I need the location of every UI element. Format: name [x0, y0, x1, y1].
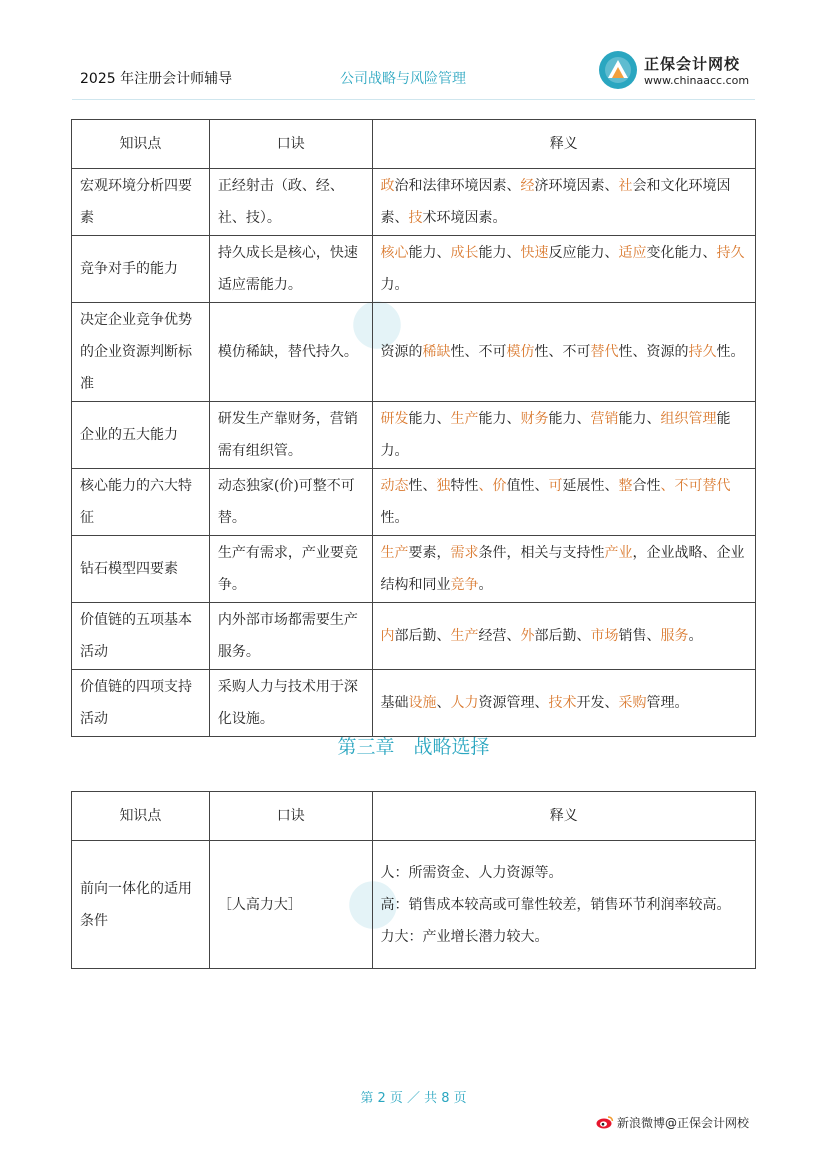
- mnemonic-cell: 动态独家(价)可整不可替。: [209, 469, 372, 536]
- table-header-row: [72, 120, 756, 169]
- table-row: [72, 236, 756, 303]
- explanation-text: 经营、: [478, 628, 521, 644]
- knowledge-point-cell: 价值链的五项基本活动: [72, 603, 210, 670]
- mnemonic-cell: ［人高力大］: [209, 841, 372, 969]
- explanation-text: 、: [436, 695, 451, 711]
- mnemonic-cell: 持久成长是核心，快速适应需能力。: [209, 236, 372, 303]
- column-header-point: 知识点: [72, 792, 210, 841]
- weibo-credit: [596, 1114, 749, 1131]
- highlighted-keyword: 生产: [450, 628, 479, 644]
- column-header-explanation: 释义: [372, 792, 755, 841]
- explanation-text: 能力、: [548, 411, 591, 427]
- explanation-text: 资源管理、: [478, 695, 549, 711]
- explanation-text: 性。: [380, 510, 409, 526]
- logo-url: www.chinaacc.com: [644, 74, 750, 87]
- explanation-text: 性、: [408, 478, 437, 494]
- mnemonic-cell: 正经射击（政、经、社、技）。: [209, 169, 372, 236]
- explanation-text: 开发、: [576, 695, 619, 711]
- explanation-text: 治和法律环境因素、: [394, 178, 521, 194]
- header-course-title: 2025 年注册会计师辅导: [80, 71, 233, 87]
- table-header-row: [72, 792, 756, 841]
- explanation-text: 能力、: [408, 245, 451, 261]
- column-header-mnemonic: 口诀: [209, 792, 372, 841]
- mnemonic-cell: 模仿稀缺，替代持久。: [209, 303, 372, 402]
- explanation-text: 管理。: [646, 695, 689, 711]
- highlighted-keyword: 动态: [380, 478, 409, 494]
- explanation-cell: [372, 536, 755, 603]
- explanation-text: 销售、: [618, 628, 661, 644]
- explanation-text: 特性: [450, 478, 479, 494]
- table-row: [72, 841, 756, 969]
- highlighted-keyword: 稀缺: [422, 344, 451, 360]
- explanation-text: 能力。: [380, 411, 731, 459]
- highlighted-keyword: 采购: [618, 695, 647, 711]
- knowledge-point-cell: 企业的五大能力: [72, 402, 210, 469]
- header-divider: [72, 99, 755, 100]
- highlighted-keyword: 研发: [380, 411, 409, 427]
- explanation-text: 会和文化环境因素、: [380, 178, 731, 226]
- mnemonic-cell: 采购人力与技术用于深化设施。: [209, 670, 372, 737]
- explanation-line: 力大：产业增长潜力较大。: [380, 928, 549, 945]
- highlighted-keyword: 、价: [478, 478, 507, 494]
- explanation-line: 高：销售成本较高或可靠性较差，销售环节利润率较高。: [380, 896, 731, 913]
- highlighted-keyword: 核心: [380, 245, 409, 261]
- mnemonic-table-strategy-choice: [71, 791, 756, 969]
- explanation-cell: [372, 402, 755, 469]
- explanation-cell: [372, 603, 755, 670]
- explanation-text: 要素，: [408, 545, 451, 561]
- explanation-cell: [372, 670, 755, 737]
- knowledge-point-cell: 前向一体化的适用条件: [72, 841, 210, 969]
- highlighted-keyword: 快速: [520, 245, 549, 261]
- explanation-cell: [372, 236, 755, 303]
- brand-logo: [598, 50, 758, 94]
- explanation-text: ，企业战略、企业结构和同业: [380, 545, 745, 593]
- explanation-text: 能力、: [408, 411, 451, 427]
- highlighted-keyword: 设施: [408, 695, 437, 711]
- highlighted-keyword: 外: [520, 628, 535, 644]
- explanation-text: 部后勤、: [534, 628, 591, 644]
- explanation-line: 人：所需资金、人力资源等。: [380, 864, 563, 881]
- explanation-text: 变化能力、: [646, 245, 717, 261]
- column-header-explanation: 释义: [372, 120, 755, 169]
- explanation-text: 资源的: [380, 344, 423, 360]
- highlighted-keyword: 技术: [548, 695, 577, 711]
- mnemonic-cell: 生产有需求，产业要竞争。: [209, 536, 372, 603]
- highlighted-keyword: 经: [520, 178, 535, 194]
- highlighted-keyword: 营销: [590, 411, 619, 427]
- highlighted-keyword: 、不可替代: [660, 478, 731, 494]
- table-row: [72, 303, 756, 402]
- logo-icon: [598, 50, 638, 90]
- explanation-text: 合性: [632, 478, 661, 494]
- mnemonic-table-strategy-analysis: [71, 119, 756, 737]
- explanation-cell: [372, 303, 755, 402]
- explanation-text: 能力、: [478, 411, 521, 427]
- explanation-text: 性、不可: [450, 344, 507, 360]
- explanation-cell: [372, 469, 755, 536]
- explanation-text: 济环境因素、: [534, 178, 619, 194]
- highlighted-keyword: 生产: [380, 545, 409, 561]
- explanation-cell: [372, 169, 755, 236]
- explanation-text: 性。: [716, 344, 745, 360]
- explanation-text: 值性、: [506, 478, 549, 494]
- highlighted-keyword: 政: [380, 178, 395, 194]
- highlighted-keyword: 服务: [660, 628, 689, 644]
- chapter-title: 第三章 战略选择: [337, 736, 490, 758]
- highlighted-keyword: 适应: [618, 245, 647, 261]
- knowledge-point-cell: 核心能力的六大特征: [72, 469, 210, 536]
- highlighted-keyword: 可: [548, 478, 563, 494]
- knowledge-point-cell: 价值链的四项支持活动: [72, 670, 210, 737]
- highlighted-keyword: 社: [618, 178, 633, 194]
- explanation-text: 。: [688, 628, 703, 644]
- highlighted-keyword: 市场: [590, 628, 619, 644]
- table-row: [72, 536, 756, 603]
- explanation-text: 条件，相关与支持性: [478, 545, 605, 561]
- column-header-mnemonic: 口诀: [209, 120, 372, 169]
- highlighted-keyword: 产业: [604, 545, 633, 561]
- explanation-text: 力。: [380, 277, 409, 293]
- weibo-text: 新浪微博@正保会计网校: [617, 1116, 750, 1130]
- highlighted-keyword: 独: [436, 478, 451, 494]
- logo-name: 正保会计网校: [644, 55, 741, 73]
- mnemonic-cell: 内外部市场都需要生产服务。: [209, 603, 372, 670]
- knowledge-point-cell: 钻石模型四要素: [72, 536, 210, 603]
- knowledge-point-cell: 宏观环境分析四要素: [72, 169, 210, 236]
- header-subject: 公司战略与风险管理: [340, 71, 466, 87]
- highlighted-keyword: 需求: [450, 545, 479, 561]
- table-row: [72, 469, 756, 536]
- highlighted-keyword: 财务: [520, 411, 549, 427]
- explanation-text: 术环境因素。: [422, 210, 507, 226]
- explanation-cell: [372, 841, 755, 969]
- weibo-icon: [596, 1115, 614, 1129]
- explanation-text: 反应能力、: [548, 245, 619, 261]
- highlighted-keyword: 持久: [716, 245, 745, 261]
- mnemonic-cell: 研发生产靠财务，营销需有组织管。: [209, 402, 372, 469]
- knowledge-point-cell: 竞争对手的能力: [72, 236, 210, 303]
- highlighted-keyword: 内: [380, 628, 395, 644]
- explanation-text: 延展性、: [562, 478, 619, 494]
- highlighted-keyword: 组织管理: [660, 411, 717, 427]
- table-row: [72, 402, 756, 469]
- highlighted-keyword: 持久: [688, 344, 717, 360]
- explanation-text: 性、不可: [534, 344, 591, 360]
- explanation-text: 能力、: [618, 411, 661, 427]
- highlighted-keyword: 成长: [450, 245, 479, 261]
- page-number: 第 2 页 ／ 共 8 页: [360, 1091, 467, 1106]
- table-row: [72, 603, 756, 670]
- table-row: [72, 169, 756, 236]
- explanation-text: 部后勤、: [394, 628, 451, 644]
- explanation-text: 性、资源的: [618, 344, 689, 360]
- column-header-point: 知识点: [72, 120, 210, 169]
- highlighted-keyword: 技: [408, 210, 423, 226]
- explanation-text: 能力、: [478, 245, 521, 261]
- highlighted-keyword: 竞争: [450, 577, 479, 593]
- highlighted-keyword: 生产: [450, 411, 479, 427]
- explanation-text: 基础: [380, 695, 409, 711]
- highlighted-keyword: 替代: [590, 344, 619, 360]
- explanation-text: 。: [478, 577, 493, 593]
- highlighted-keyword: 人力: [450, 695, 479, 711]
- table-row: [72, 670, 756, 737]
- highlighted-keyword: 模仿: [506, 344, 535, 360]
- highlighted-keyword: 整: [618, 478, 633, 494]
- knowledge-point-cell: 决定企业竞争优势的企业资源判断标准: [72, 303, 210, 402]
